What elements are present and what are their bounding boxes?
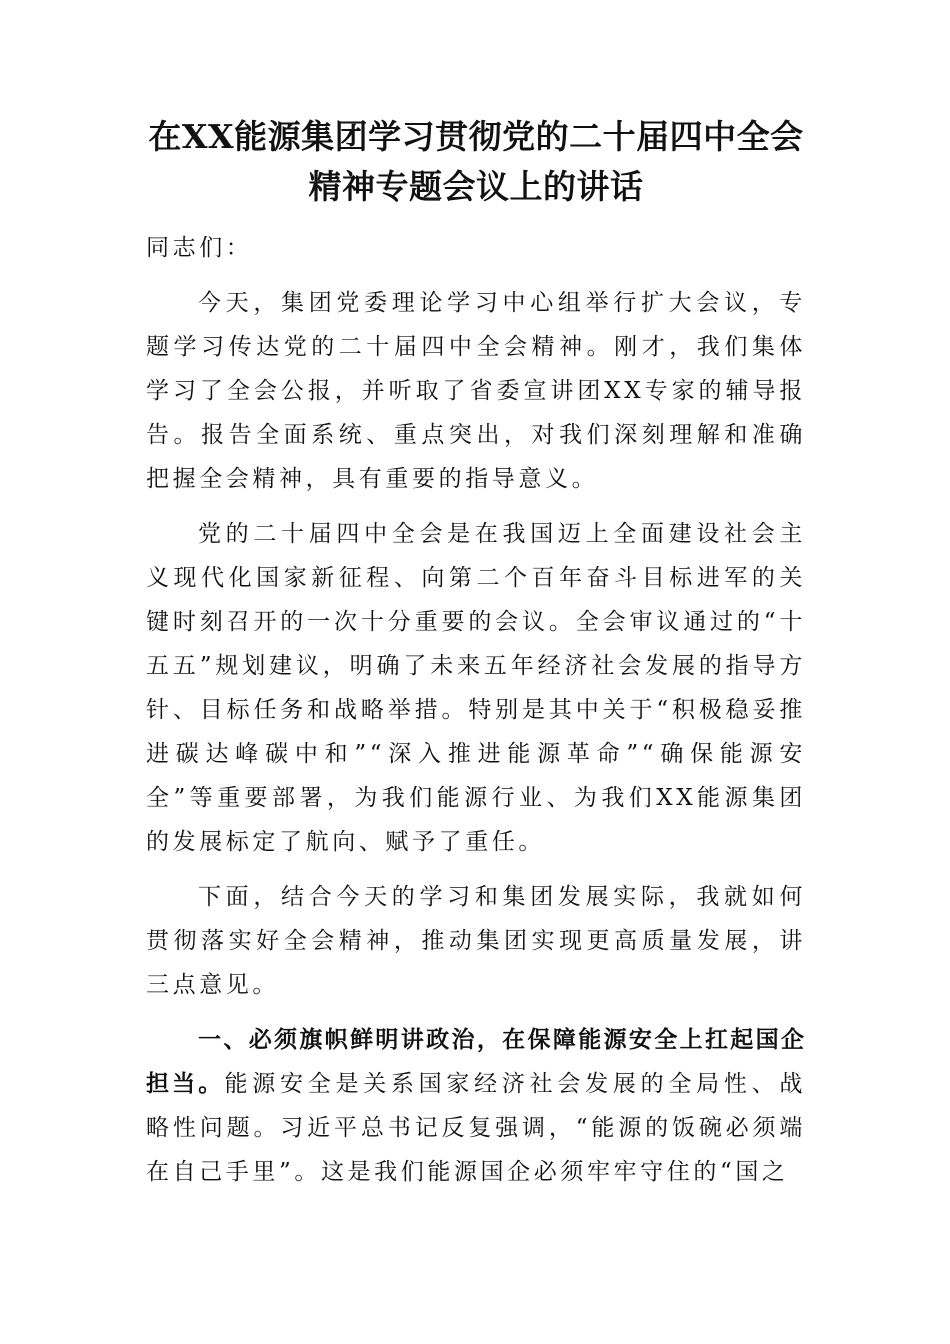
paragraph-three-points-intro: 下面，结合今天的学习和集团发展实际，我就如何贯彻落实好全会精神，推动集团实现更高质量发展，讲三点意见。 xyxy=(146,884,806,998)
salutation: 同志们： xyxy=(146,235,253,261)
document-body xyxy=(146,226,806,1205)
section-one-heading: 一、必须旗帜鲜明讲政治，在保障能源安全上扛起国企担当。 xyxy=(146,1027,806,1097)
paragraph-plenum-significance: 党的二十届四中全会是在我国迈上全面建设社会主义现代化国家新征程、向第二个百年奋斗目标进军的关键时刻召开的一次十分重要的会议。全会审议通过的“十五五”规划建议，明确了未来五年经济社会发展的指导方针、目标任务和战略举措。特别是其中关于“积极稳妥推进碳达峰碳中和”“深入推进能源革命”“确保能源安全”等重要部署，为我们能源行业、为我们XX能源集团的发展标定了航向、赋予了重任。 xyxy=(146,521,806,855)
section-one-text: 能源安全是关系国家经济社会发展的全局性、战略性问题。习近平总书记反复强调，“能源的饭碗必须端在自己手里”。这是我们能源国企必须牢牢守住的“国之 xyxy=(146,1071,807,1185)
document-title: 在XX能源集团学习贯彻党的二十届四中全会精神专题会议上的讲话 xyxy=(148,117,804,206)
paragraph-section-one xyxy=(146,1018,806,1194)
paragraph-opening: 今天，集团党委理论学习中心组举行扩大会议，专题学习传达党的二十届四中全会精神。刚才，我们集体学习了全会公报，并听取了省委宣讲团XX专家的辅导报告。报告全面系统、重点突出，对我们深刻理解和准确把握全会精神，具有重要的指导意义。 xyxy=(146,290,806,492)
